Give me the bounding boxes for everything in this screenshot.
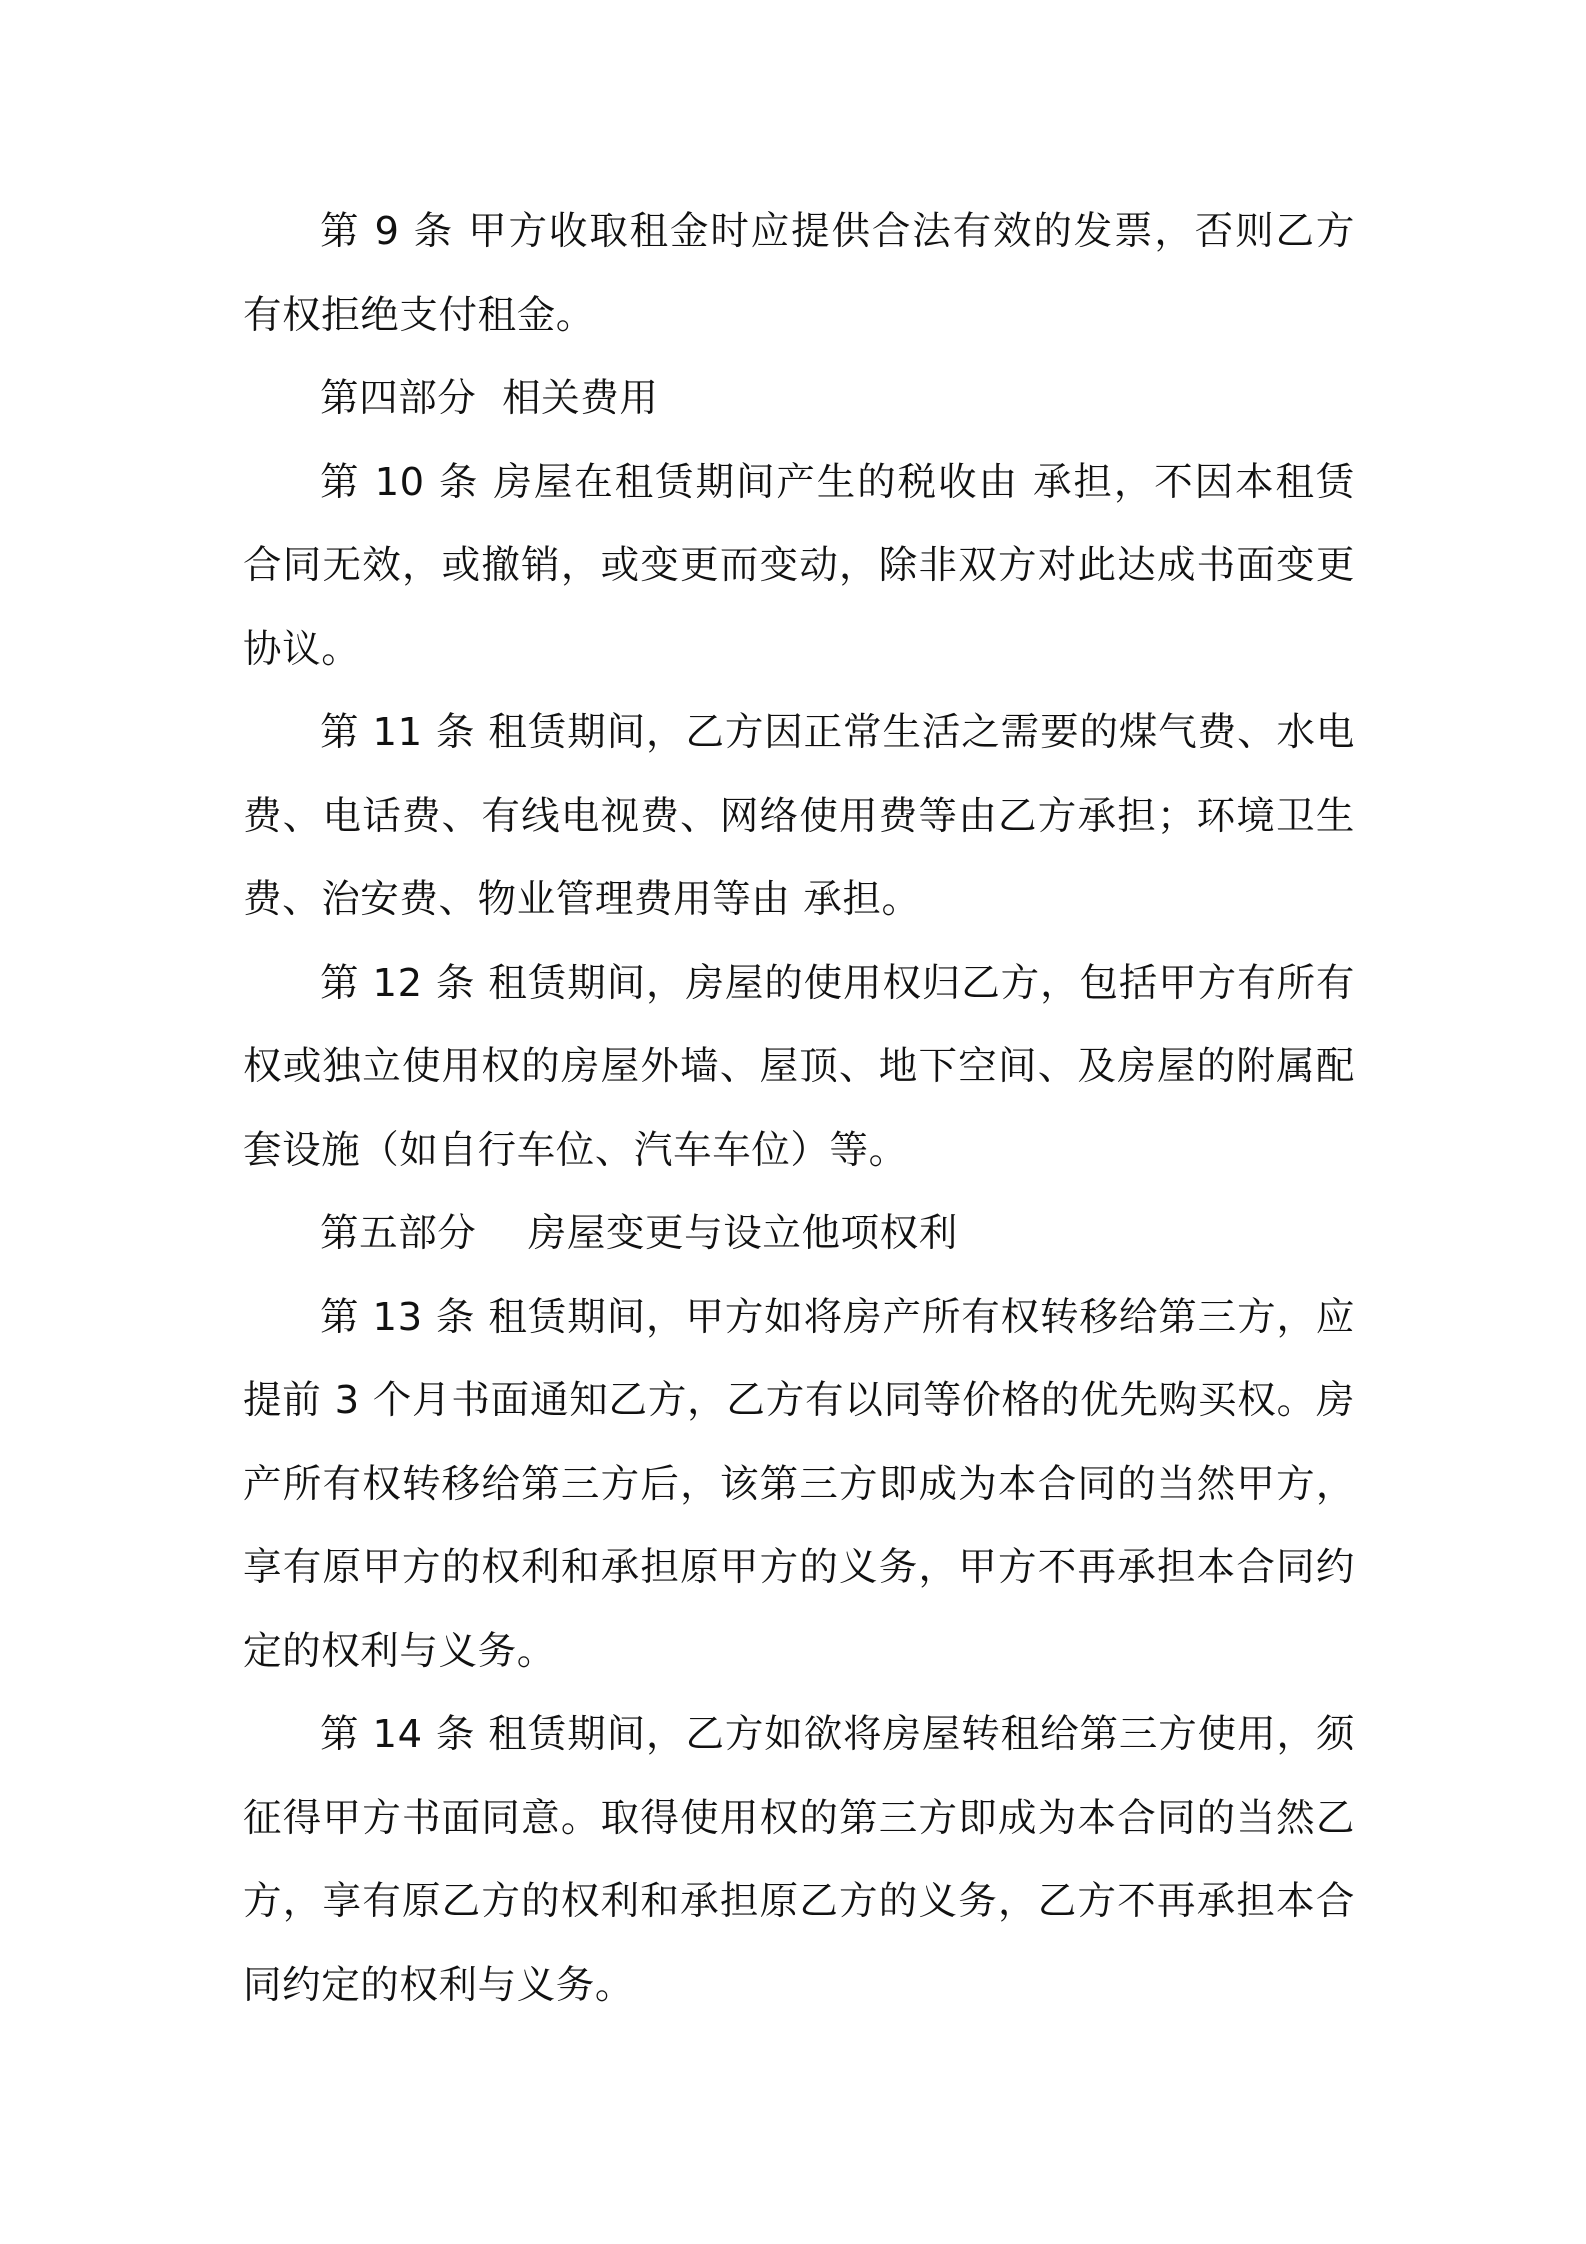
article-9: 第 9 条 甲方收取租金时应提供合法有效的发票，否则乙方有权拒绝支付租金。 (243, 209, 1355, 338)
article-10: 第 10 条 房屋在租赁期间产生的税收由 承担，不因本租赁合同无效，或撤销，或变更而变动，除非双方对此达成书面变更协议。 (243, 459, 1355, 672)
section-heading-part-4: 第四部分 相关费用 (320, 376, 659, 421)
section-heading-part-5: 第五部分 房屋变更与设立他项权利 (320, 1211, 958, 1256)
article-14: 第 14 条 租赁期间，乙方如欲将房屋转租给第三方使用，须征得甲方书面同意。取得使用权的第三方即成为本合同的当然乙方，享有原乙方的权利和承担原乙方的义务，乙方不再承担本合同约定的权利与义务。 (243, 1712, 1355, 2008)
contract-body (243, 190, 1355, 2027)
article-11: 第 11 条 租赁期间，乙方因正常生活之需要的煤气费、水电费、电话费、有线电视费、网络使用费等由乙方承担；环境卫生费、治安费、物业管理费用等由 承担。 (243, 710, 1355, 922)
article-12: 第 12 条 租赁期间，房屋的使用权归乙方，包括甲方有所有权或独立使用权的房屋外墙、屋顶、地下空间、及房屋的附属配套设施（如自行车位、汽车车位）等。 (243, 960, 1355, 1173)
article-13: 第 13 条 租赁期间，甲方如将房产所有权转移给第三方，应提前 3 个月书面通知乙方，乙方有以同等价格的优先购买权。房产所有权转移给第三方后，该第三方即成为本合同的当然甲方，享有原甲方的权利和承担原甲方的义务，甲方不再承担本合同约定的权利与义务。 (243, 1294, 1355, 1674)
